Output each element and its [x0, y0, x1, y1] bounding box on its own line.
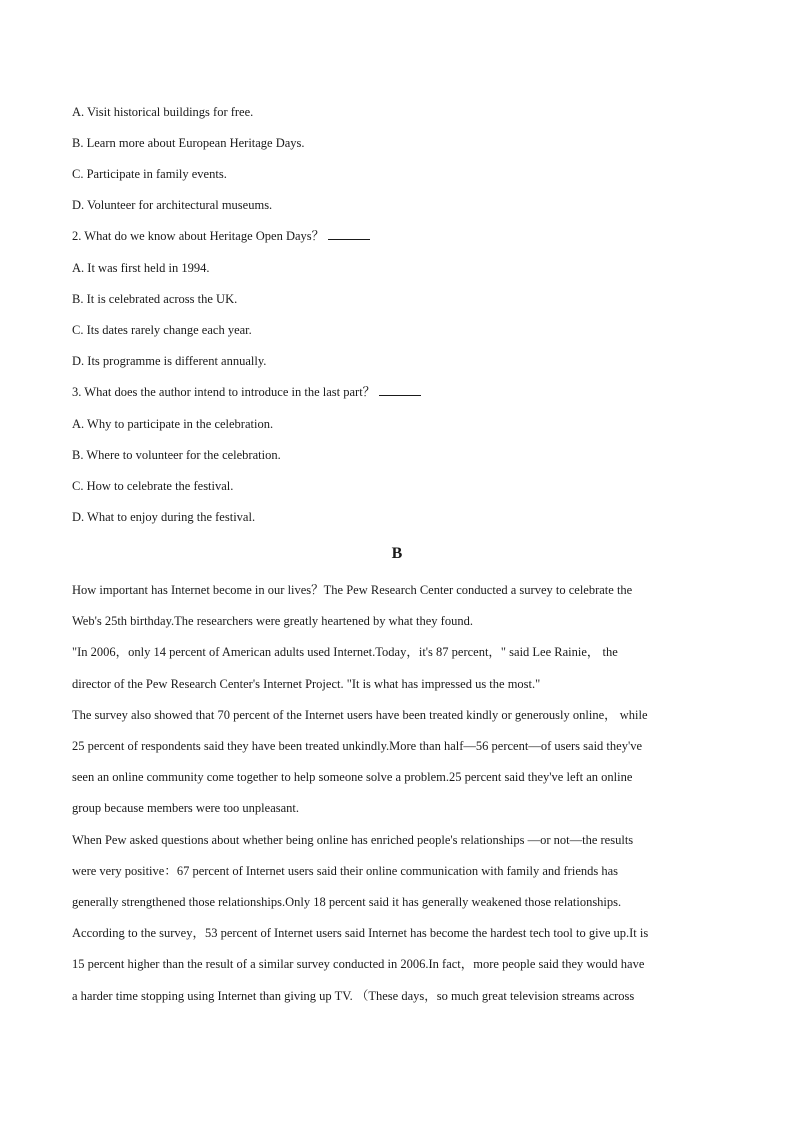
q3-answer-blank[interactable] — [379, 384, 421, 396]
q3-option-d: D. What to enjoy during the festival. — [72, 510, 256, 524]
q2-stem: 2. What do we know about Heritage Open Days？ — [72, 229, 325, 243]
passage-line: How important has Internet become in our lives？The Pew Research Center conducted a survey to celebrate the — [72, 583, 633, 597]
q1-option-d: D. Volunteer for architectural museums. — [72, 198, 273, 212]
q2-option-b: B. It is celebrated across the UK. — [72, 292, 238, 306]
passage-line: director of the Pew Research Center's Internet Project. "It is what has impressed us the most." — [72, 677, 541, 691]
q2-option-d: D. Its programme is different annually. — [72, 354, 267, 368]
passage-line: group because members were too unpleasant. — [72, 801, 300, 815]
q3-option-c: C. How to celebrate the festival. — [72, 479, 234, 493]
passage-line: Web's 25th birthday.The researchers were greatly heartened by what they found. — [72, 614, 473, 628]
q1-option-c: C. Participate in family events. — [72, 167, 227, 181]
passage-line: According to the survey，53 percent of Internet users said Internet has become the hardest tech tool to give up.It is — [72, 926, 649, 940]
q3-option-a: A. Why to participate in the celebration. — [72, 417, 274, 431]
passage-line: a harder time stopping using Internet than giving up TV. （These days，so much great television streams across — [72, 989, 635, 1003]
passage-line: were very positive：67 percent of Internet users said their online communication with family and friends has — [72, 864, 619, 878]
passage-line: 25 percent of respondents said they have been treated unkindly.More than half—56 percent—of users said they've — [72, 739, 643, 753]
q2-answer-blank[interactable] — [328, 228, 370, 240]
passage-line: 15 percent higher than the result of a similar survey conducted in 2006.In fact，more people said they would have — [72, 957, 645, 971]
q3-option-b: B. Where to volunteer for the celebration. — [72, 448, 281, 462]
section-b-title: B — [391, 545, 403, 562]
q3-stem: 3. What does the author intend to introduce in the last part？ — [72, 385, 376, 399]
passage-line: "In 2006，only 14 percent of American adults used Internet.Today，it's 87 percent，" said Lee Rainie， the — [72, 645, 618, 659]
passage-line: When Pew asked questions about whether being online has enriched people's relationships —or not—the results — [72, 833, 634, 847]
passage-line: seen an online community come together to help someone solve a problem.25 percent said they've left an online — [72, 770, 633, 784]
passage-line: generally strengthened those relationships.Only 18 percent said it has generally weakened those relationships. — [72, 895, 622, 909]
q1-option-b: B. Learn more about European Heritage Days. — [72, 136, 305, 150]
q2-option-c: C. Its dates rarely change each year. — [72, 323, 252, 337]
q2-option-a: A. It was first held in 1994. — [72, 261, 210, 275]
q1-option-a: A. Visit historical buildings for free. — [72, 105, 254, 119]
q2-stem-line — [72, 228, 722, 244]
q3-stem-line — [72, 384, 722, 400]
passage-line: The survey also showed that 70 percent of the Internet users have been treated kindly or generously online， while — [72, 708, 648, 722]
